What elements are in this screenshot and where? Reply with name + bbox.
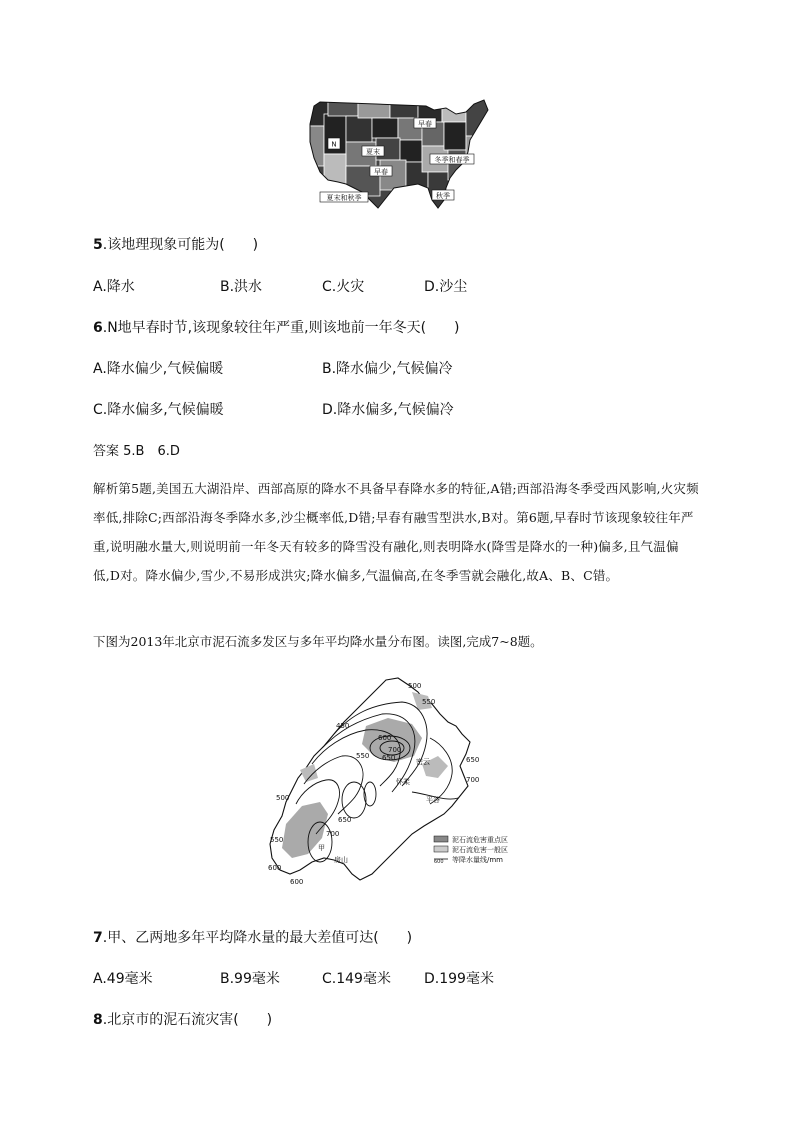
- place-pinggu: 平谷: [426, 796, 440, 804]
- contour-label-550-c: 550: [356, 752, 370, 760]
- figure-2-intro: 下图为2013年北京市泥石流多发区与多年平均降水量分布图。读图,完成7~8题。: [93, 634, 543, 649]
- explanation: [93, 474, 703, 590]
- q6-option-d: D.降水偏多,气候偏冷: [322, 402, 454, 418]
- contour-label-600-s: 600: [290, 878, 304, 886]
- place-huairou: 怀柔: [396, 778, 410, 786]
- legend-swatch-general: [434, 846, 448, 852]
- question-7-number: 7: [93, 930, 103, 946]
- contour-label-700-c: 700: [388, 746, 402, 754]
- map-label-autumn: 秋季: [436, 192, 450, 200]
- answer-value: 5.B 6.D: [123, 444, 180, 459]
- explanation-text: 第5题,美国五大湖沿岸、西部高原的降水不具备早春降水多的特征,A错;西部沿海冬季受西风影响,火灾频率低,排除C;西部沿海冬季降水多,沙尘概率低,D错;早春有融雪型洪水,B对。第6题,早春时节该现象较往年严重,说明融水量大,则说明前一年冬天有较多的降雪没有融化,则表明降水(降雪是降水的一种)偏多,且气温偏低,D对。降水偏少,雪少,不易形成洪灾;降水偏多,气温偏高,在冬季雪就会融化,故A、B、C错。: [93, 481, 699, 583]
- contour-label-650-e: 650: [466, 756, 480, 764]
- contour-label-550-sw: 550: [270, 836, 284, 844]
- explanation-label: 解析: [93, 481, 119, 496]
- question-5-text: .该地理现象可能为( ): [102, 237, 259, 253]
- place-jia: 甲: [318, 844, 325, 852]
- question-7-text: .甲、乙两地多年平均降水量的最大差值可达( ): [102, 930, 413, 946]
- q7-option-c: C.149毫米: [322, 971, 391, 987]
- q6-option-c: C.降水偏多,气候偏暖: [93, 402, 224, 418]
- contour-label-500-w: 500: [276, 794, 290, 802]
- contour-label-650-c: 650: [382, 754, 396, 762]
- map-legend: [434, 835, 508, 865]
- map-label-summer-autumn: 夏末和秋季: [326, 194, 362, 202]
- q5-option-d: D.沙尘: [424, 279, 468, 295]
- contour-label-600-c: 600: [378, 734, 392, 742]
- question-8-number: 8: [93, 1012, 103, 1028]
- contour-label-700-s: 700: [326, 830, 340, 838]
- legend-isohyet: 等降水量线/mm: [452, 856, 503, 864]
- question-6: [93, 317, 460, 337]
- place-fangshan: 房山: [334, 856, 348, 864]
- beijing-precipitation-map: [262, 674, 536, 890]
- contour-label-600-sw: 600: [268, 864, 282, 872]
- q5-option-a: A.降水: [93, 279, 135, 295]
- map-label-early-spring-top: 早春: [418, 120, 432, 128]
- legend-sample-value: 600: [434, 859, 444, 865]
- question-8: [93, 1009, 272, 1029]
- map-label-early-spring-mid: 早春: [374, 168, 388, 176]
- answer-line: [93, 440, 180, 459]
- question-5-number: 5: [93, 237, 103, 253]
- answer-label: 答案: [93, 444, 120, 459]
- question-5: [93, 234, 258, 254]
- us-map-figure: [306, 96, 490, 214]
- legend-key-zone: 泥石流危害重点区: [452, 836, 508, 844]
- q5-option-c: C.火灾: [322, 279, 365, 295]
- legend-swatch-key: [434, 836, 448, 842]
- question-7: [93, 927, 412, 947]
- q7-option-d: D.199毫米: [424, 971, 494, 987]
- contour-label-550-n: 550: [422, 698, 436, 706]
- q7-option-b: B.99毫米: [220, 971, 280, 987]
- contour-label-700-e: 700: [466, 776, 480, 784]
- contour-label-500-n: 500: [408, 682, 422, 690]
- map-label-late-summer: 夏末: [366, 148, 380, 156]
- q6-option-a: A.降水偏少,气候偏暖: [93, 361, 224, 377]
- contour-label-450: 450: [336, 722, 350, 730]
- map-label-n: N: [331, 140, 337, 149]
- question-6-text: .N地早春时节,该现象较往年严重,则该地前一年冬天( ): [102, 320, 460, 336]
- legend-general-zone: 泥石流危害一般区: [452, 846, 508, 854]
- contour-label-650-s: 650: [338, 816, 352, 824]
- q6-option-b: B.降水偏少,气候偏冷: [322, 361, 453, 377]
- q5-option-b: B.洪水: [220, 279, 263, 295]
- q7-option-a: A.49毫米: [93, 971, 153, 987]
- map-label-winter-spring: 冬季和春季: [434, 156, 470, 164]
- question-8-text: .北京市的泥石流灾害( ): [102, 1012, 273, 1028]
- question-6-number: 6: [93, 320, 103, 336]
- place-miyun: 密云: [416, 758, 430, 766]
